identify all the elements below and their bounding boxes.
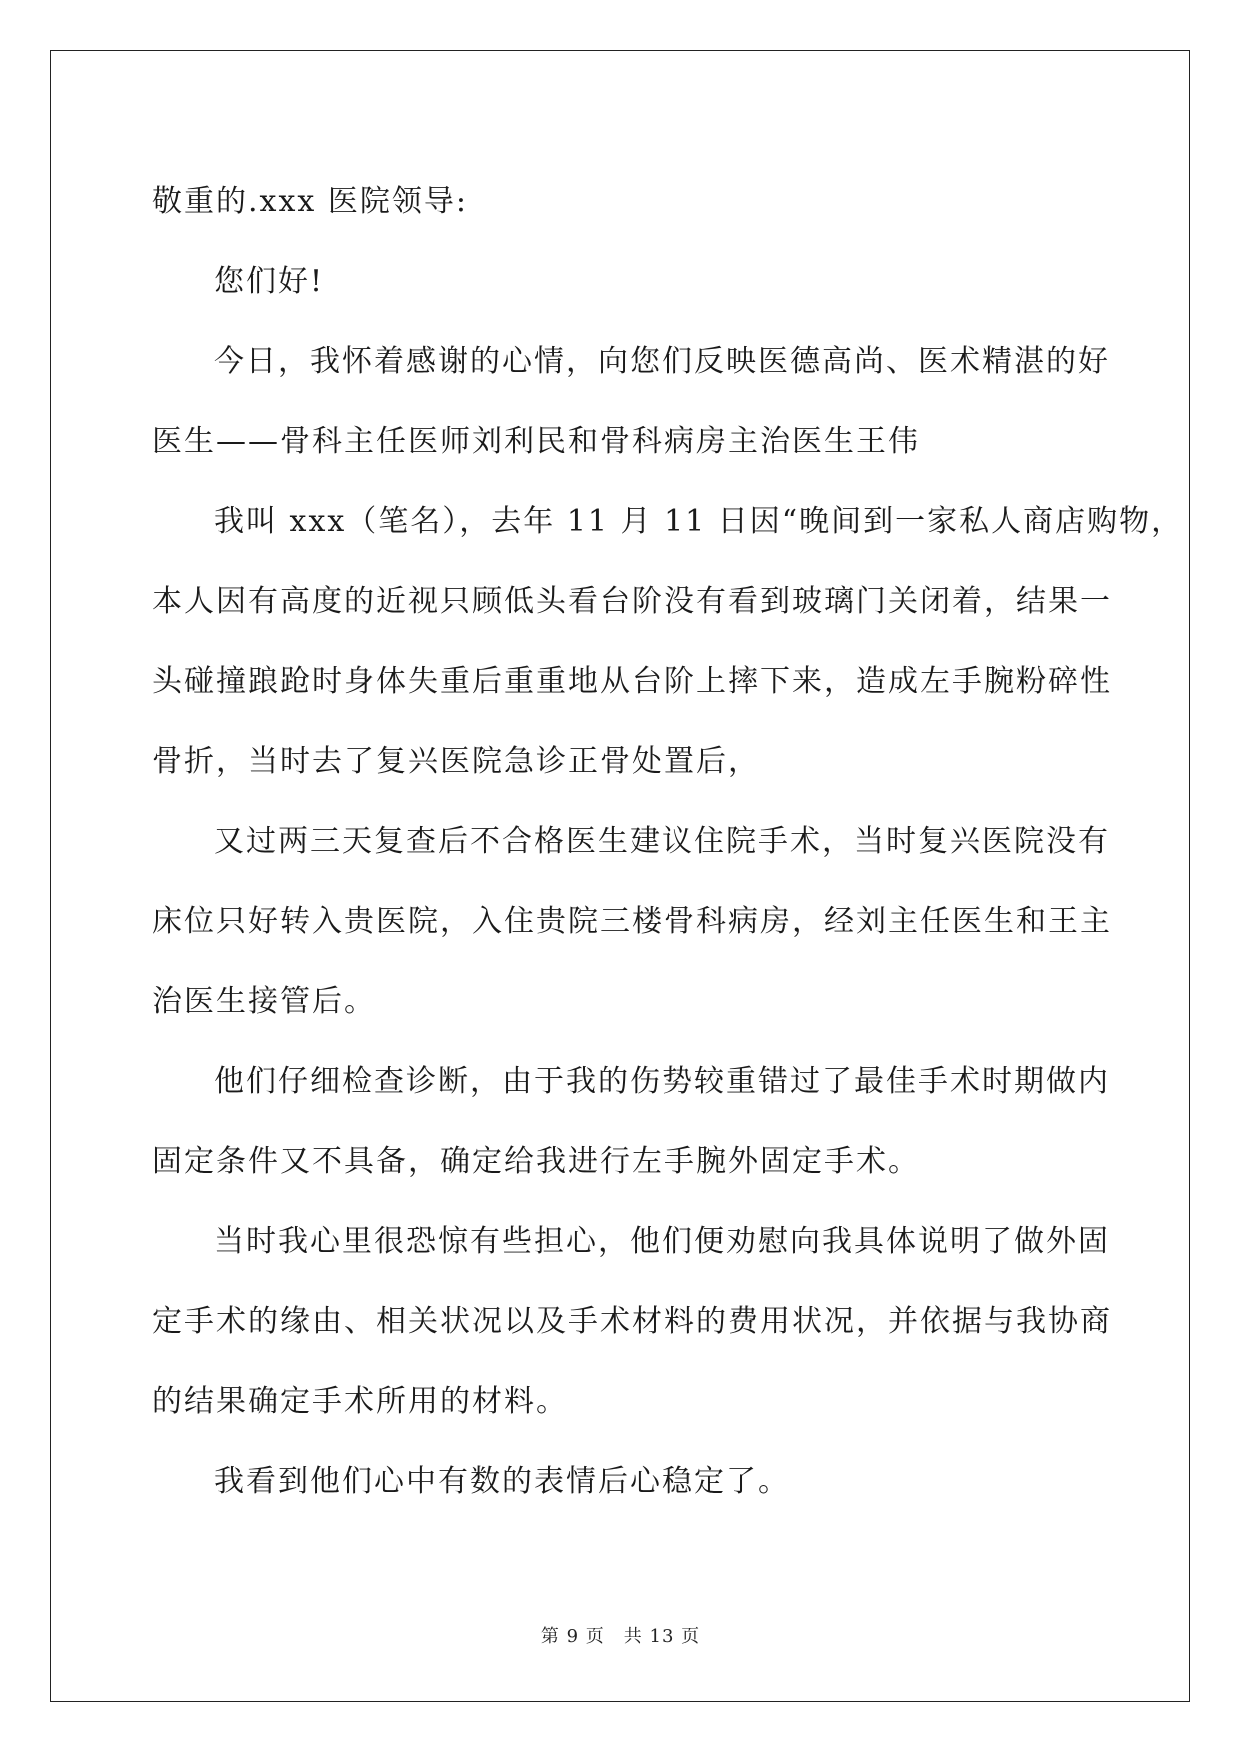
body-line: 治医生接管后。 <box>152 984 376 1019</box>
body-line: 又过两三天复查后不合格医生建议住院手术，当时复兴医院没有 <box>214 824 1110 859</box>
body-line: 固定条件又不具备，确定给我进行左手腕外固定手术。 <box>152 1144 920 1179</box>
body-line: 他们仔细检查诊断，由于我的伤势较重错过了最佳手术时期做内 <box>214 1064 1110 1099</box>
body-line: 床位只好转入贵医院，入住贵院三楼骨科病房，经刘主任医生和王主 <box>152 904 1112 939</box>
body-line: 医生——骨科主任医师刘利民和骨科病房主治医生王伟 <box>152 424 920 459</box>
body-line: 我看到他们心中有数的表情后心稳定了。 <box>214 1464 790 1499</box>
page-number-footer: 第 9 页 共 13 页 <box>540 1626 701 1647</box>
salutation: 敬重的.xxx 医院领导: <box>152 184 468 219</box>
body-line: 头碰撞踉跄时身体失重后重重地从台阶上摔下来，造成左手腕粉碎性 <box>152 664 1112 699</box>
body-line: 骨折，当时去了复兴医院急诊正骨处置后， <box>152 744 760 779</box>
body-line: 我叫 xxx（笔名），去年 11 月 11 日因“晚间到一家私人商店购物， <box>214 504 1184 539</box>
greeting: 您们好! <box>214 264 325 299</box>
body-line: 定手术的缘由、相关状况以及手术材料的费用状况，并依据与我协商 <box>152 1304 1112 1339</box>
letter-body <box>152 162 1184 1522</box>
body-line: 今日，我怀着感谢的心情，向您们反映医德高尚、医术精湛的好 <box>214 344 1110 379</box>
body-line: 本人因有高度的近视只顾低头看台阶没有看到玻璃门关闭着，结果一 <box>152 584 1112 619</box>
body-line: 的结果确定手术所用的材料。 <box>152 1384 568 1419</box>
body-line: 当时我心里很恐惊有些担心，他们便劝慰向我具体说明了做外固 <box>214 1224 1110 1259</box>
